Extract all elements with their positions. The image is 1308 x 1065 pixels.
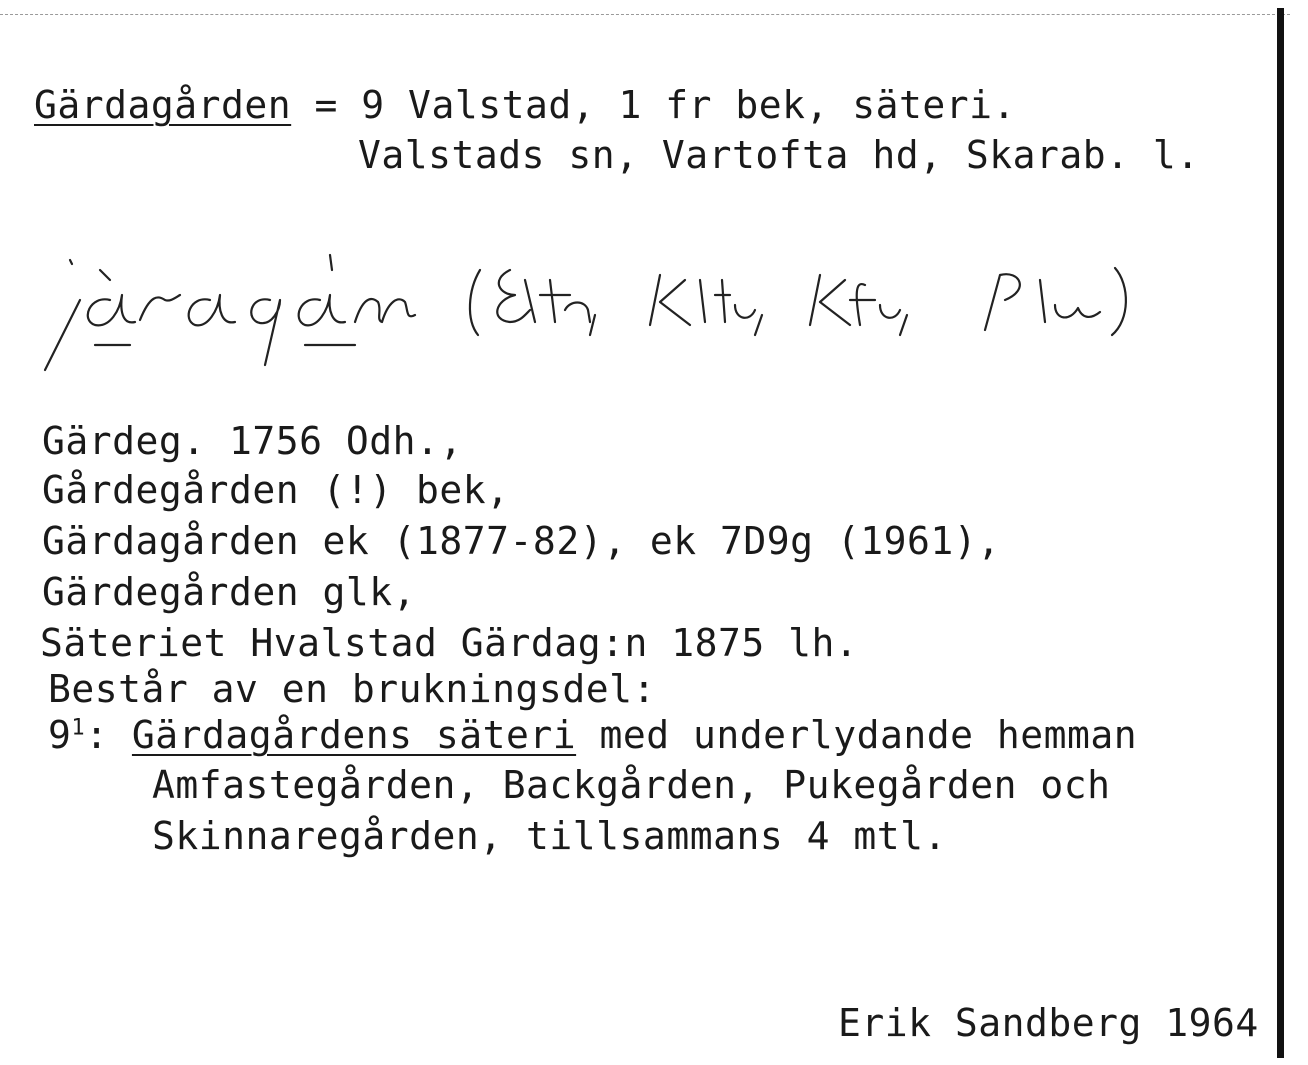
entry-superscript: 1	[71, 715, 86, 741]
form-line-5: Säteriet Hvalstad Gärdag:n 1875 lh.	[40, 621, 859, 665]
header-definition: = 9 Valstad, 1 fr bek, säteri.	[291, 83, 1016, 127]
signature: Erik Sandberg 1964	[838, 1001, 1259, 1045]
header-line-1	[34, 82, 1016, 128]
form-line-3: Gärdagården ek (1877-82), ek 7D9g (1961),	[42, 519, 1001, 563]
entry-line-2: Amfastegården, Backgården, Pukegården och	[152, 763, 1111, 807]
form-line-4: Gärdegården glk,	[42, 570, 417, 614]
form-line-1: Gärdeg. 1756 Odh.,	[42, 419, 463, 463]
header-line-2: Valstads sn, Vartofta hd, Skarab. l.	[358, 133, 1200, 177]
entry-description: med underlydande hemman	[576, 713, 1138, 757]
entry-line-1	[48, 712, 1137, 758]
handwritten-pronunciation	[10, 240, 1150, 380]
entry-colon: :	[85, 713, 109, 757]
form-line-6: Består av en brukningsdel:	[48, 667, 656, 711]
entry-number: 9	[48, 713, 72, 757]
entry-line-3: Skinnaregården, tillsammans 4 mtl.	[152, 814, 947, 858]
form-line-2: Gårdegården (!) bek,	[42, 468, 510, 512]
card-right-edge	[1277, 8, 1284, 1058]
headword: Gärdagården	[34, 83, 292, 127]
card-top-edge	[0, 14, 1290, 15]
entry-underlined-name: Gärdagårdens säteri	[131, 713, 577, 757]
